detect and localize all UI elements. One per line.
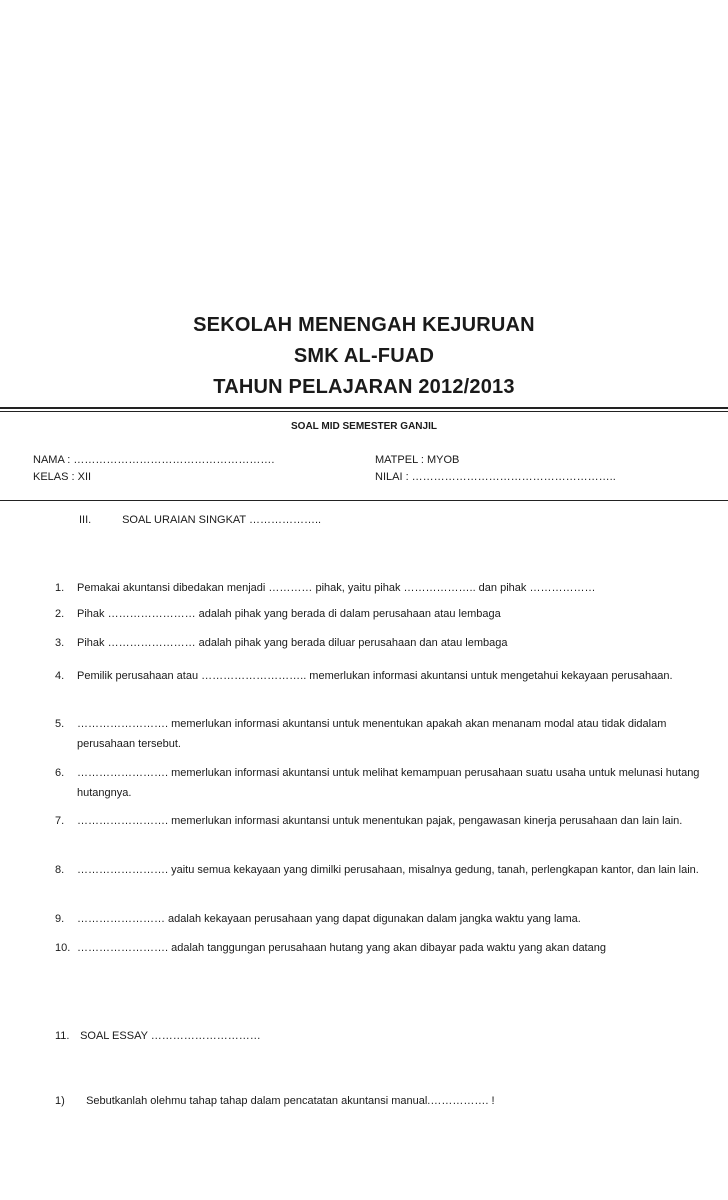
question-number: 9.	[55, 913, 65, 925]
header-divider-thin	[0, 411, 728, 412]
question-number: 1.	[55, 582, 65, 594]
essay-question-text: Sebutkanlah olehmu tahap tahap dalam pencatatan akuntansi manual.……………. !	[86, 1095, 495, 1107]
question-number: 6.	[55, 767, 65, 779]
question-text: …………………… adalah kekayaan perusahaan yang dapat digunakan dalam jangka waktu yang lama.	[77, 913, 581, 925]
question-text: ……………………. memerlukan informasi akuntansi untuk melihat kemampuan perusahaan suatu usaha untuk melunasi hutang hutangnya.	[77, 767, 700, 799]
essay-heading	[55, 1030, 261, 1042]
question-number: 2.	[55, 608, 65, 620]
question-text: Pemilik perusahaan atau ……………………….. memerlukan informasi akuntansi untuk mengetahui kekayaan perusahaan.	[77, 670, 673, 682]
essay-number: 11.	[55, 1030, 70, 1042]
section-number: III.	[79, 514, 92, 526]
question-text: ……………………. memerlukan informasi akuntansi untuk menentukan pajak, pengawasan kinerja perusahaan dan lain lain.	[77, 815, 683, 827]
section-title: SOAL URAIAN SINGKAT ………………..	[122, 514, 322, 526]
question-item	[55, 860, 705, 880]
section-heading	[79, 514, 321, 526]
info-divider	[0, 500, 728, 501]
school-type: SEKOLAH MENENGAH KEJURUAN	[193, 314, 535, 336]
name-field: NAMA : ……………………………………………….	[33, 454, 275, 466]
question-item	[55, 938, 705, 958]
essay-title: SOAL ESSAY …………………………	[80, 1030, 261, 1042]
question-item	[55, 714, 705, 754]
question-number: 8.	[55, 864, 65, 876]
question-number: 3.	[55, 637, 65, 649]
exam-title: SOAL MID SEMESTER GANJIL	[291, 421, 437, 432]
school-name: SMK AL-FUAD	[293, 345, 435, 367]
essay-question	[55, 1095, 495, 1107]
question-number: 4.	[55, 670, 65, 682]
question-text: Pihak …………………… adalah pihak yang berada diluar perusahaan dan atau lembaga	[77, 637, 508, 649]
question-item	[55, 909, 705, 929]
question-item	[55, 578, 705, 598]
question-text: Pihak …………………… adalah pihak yang berada di dalam perusahaan atau lembaga	[77, 608, 501, 620]
question-item	[55, 633, 705, 653]
class-field: KELAS : XII	[33, 471, 92, 483]
question-text: ……………………. adalah tanggungan perusahaan hutang yang akan dibayar pada waktu yang akan datang	[77, 942, 606, 954]
question-number: 5.	[55, 718, 65, 730]
header-divider-thick	[0, 407, 728, 409]
question-item	[55, 811, 705, 831]
question-text: ……………………. yaitu semua kekayaan yang dimilki perusahaan, misalnya gedung, tanah, perlengkapan kantor, dan lain lain.	[77, 864, 699, 876]
question-text: ……………………. memerlukan informasi akuntansi untuk menentukan apakah akan menanam modal atau tidak didalam perusahaan tersebut.	[77, 718, 667, 750]
question-item	[55, 666, 705, 686]
question-item	[55, 604, 705, 624]
document-header	[0, 310, 728, 403]
question-text: Pemakai akuntansi dibedakan menjadi ………… pihak, yaitu pihak ……………….. dan pihak ………………	[77, 582, 596, 594]
question-number: 10.	[55, 942, 71, 954]
subject-field: MATPEL : MYOB	[375, 454, 460, 466]
question-number: 7.	[55, 815, 65, 827]
academic-year: TAHUN PELAJARAN 2012/2013	[213, 376, 515, 398]
essay-question-number: 1)	[55, 1095, 65, 1107]
score-field: NILAI : ………………………………………………..	[375, 471, 616, 483]
question-item	[55, 763, 705, 803]
